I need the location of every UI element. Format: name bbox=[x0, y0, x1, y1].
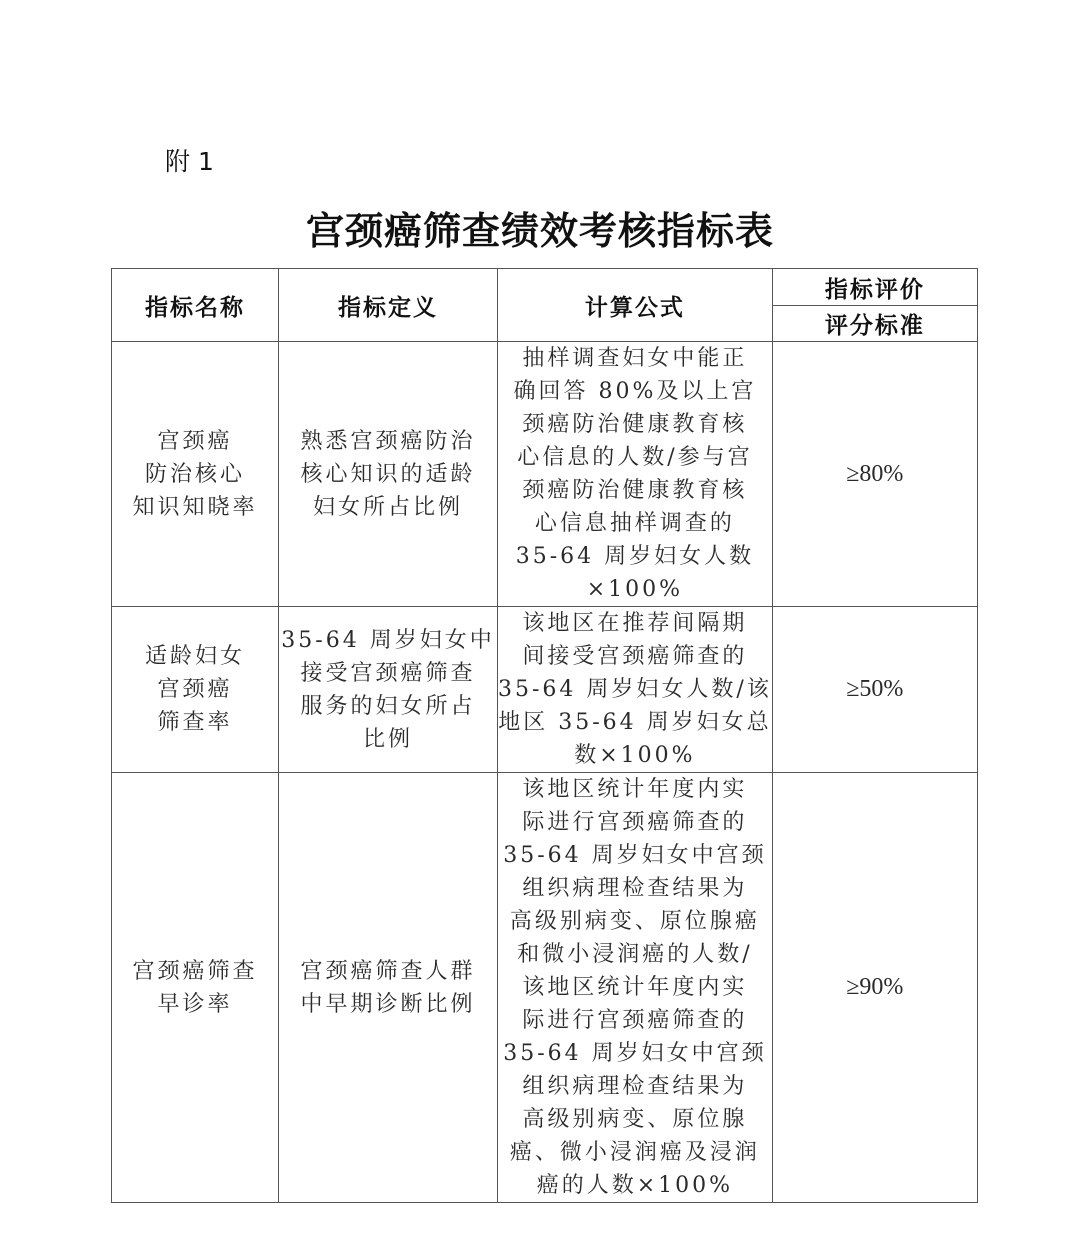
definition-line: 中早期诊断比例 bbox=[300, 991, 476, 1017]
formula-line: 癌的人数×100% bbox=[536, 1173, 734, 1198]
formula-line: 颈癌防治健康教育核 bbox=[522, 412, 748, 437]
indicator-definition-cell bbox=[279, 607, 498, 773]
definition-line: 服务的妇女所占 bbox=[300, 693, 476, 719]
formula-cell bbox=[498, 607, 773, 773]
formula-line: 35-64 周岁妇女中宫颈 bbox=[503, 1041, 767, 1066]
formula-line: 和微小浸润癌的人数/ bbox=[517, 942, 753, 967]
definition-line: 核心知识的适龄 bbox=[300, 461, 476, 487]
indicator-name-line: 宫颈癌 bbox=[157, 428, 233, 454]
formula-line: 颈癌防治健康教育核 bbox=[522, 478, 748, 503]
formula-line: 该地区统计年度内实 bbox=[522, 777, 748, 802]
formula-cell bbox=[498, 342, 773, 607]
header-indicator-definition: 指标定义 bbox=[279, 269, 498, 342]
header-calculation-formula: 计算公式 bbox=[498, 269, 773, 342]
indicator-name-line: 知识知晓率 bbox=[132, 494, 258, 520]
formula-line: 抽样调查妇女中能正 bbox=[522, 346, 748, 371]
indicator-name-line: 适龄妇女 bbox=[144, 644, 245, 669]
formula-line: 该地区统计年度内实 bbox=[522, 975, 748, 1000]
formula-cell bbox=[498, 773, 773, 1203]
formula-line: 际进行宫颈癌筛查的 bbox=[522, 810, 748, 835]
formula-line: 高级别病变、原位腺癌 bbox=[509, 909, 760, 934]
indicator-name-cell bbox=[112, 773, 279, 1203]
formula-line: 地区 35-64 周岁妇女总 bbox=[498, 710, 772, 735]
formula-line: 确回答 80%及以上宫 bbox=[513, 379, 757, 404]
indicator-name-line: 早诊率 bbox=[157, 991, 233, 1017]
table-row bbox=[112, 342, 978, 607]
formula-line: 数×100% bbox=[574, 743, 696, 768]
table-row bbox=[112, 773, 978, 1203]
indicator-name-line: 宫颈癌 bbox=[157, 677, 233, 702]
scoring-standard-cell: ≥90% bbox=[772, 773, 977, 1203]
formula-line: 组织病理检查结果为 bbox=[522, 876, 748, 901]
indicator-table bbox=[111, 268, 978, 1203]
indicator-name-line: 宫颈癌筛查 bbox=[132, 958, 258, 984]
formula-line: 高级别病变、原位腺 bbox=[522, 1107, 748, 1132]
header-scoring-standard: 评分标准 bbox=[772, 306, 977, 342]
formula-line: 组织病理检查结果为 bbox=[522, 1074, 748, 1099]
definition-line: 接受宫颈癌筛查 bbox=[300, 660, 476, 686]
formula-line: 35-64 周岁妇女中宫颈 bbox=[503, 843, 767, 868]
formula-line: 心信息抽样调查的 bbox=[534, 511, 735, 536]
formula-line: 间接受宫颈癌筛查的 bbox=[522, 644, 748, 669]
definition-line: 比例 bbox=[362, 726, 413, 752]
appendix-label: 附 1 bbox=[165, 147, 214, 176]
indicator-name-line: 筛查率 bbox=[157, 710, 233, 735]
formula-line: ×100% bbox=[586, 577, 684, 602]
indicator-name-cell bbox=[112, 607, 279, 773]
formula-line: 35-64 周岁妇女人数/该 bbox=[498, 677, 772, 702]
definition-line: 35-64 周岁妇女中 bbox=[281, 627, 495, 653]
formula-line: 35-64 周岁妇女人数 bbox=[515, 544, 755, 569]
header-indicator-evaluation: 指标评价 bbox=[772, 269, 977, 306]
page-title: 宫颈癌筛查绩效考核指标表 bbox=[305, 209, 774, 253]
indicator-name-cell bbox=[112, 342, 279, 607]
scoring-standard-cell: ≥80% bbox=[772, 342, 977, 607]
formula-line: 癌、微小浸润癌及浸润 bbox=[509, 1140, 760, 1165]
header-indicator-name: 指标名称 bbox=[112, 269, 279, 342]
definition-line: 妇女所占比例 bbox=[312, 494, 463, 520]
formula-line: 心信息的人数/参与宫 bbox=[517, 445, 753, 470]
indicator-definition-cell bbox=[279, 773, 498, 1203]
definition-line: 熟悉宫颈癌防治 bbox=[300, 428, 476, 454]
formula-line: 该地区在推荐间隔期 bbox=[522, 611, 748, 636]
indicator-definition-cell bbox=[279, 342, 498, 607]
definition-line: 宫颈癌筛查人群 bbox=[300, 958, 476, 984]
table-row bbox=[112, 607, 978, 773]
formula-line: 际进行宫颈癌筛查的 bbox=[522, 1008, 748, 1033]
indicator-name-line: 防治核心 bbox=[144, 461, 245, 487]
scoring-standard-cell: ≥50% bbox=[772, 607, 977, 773]
